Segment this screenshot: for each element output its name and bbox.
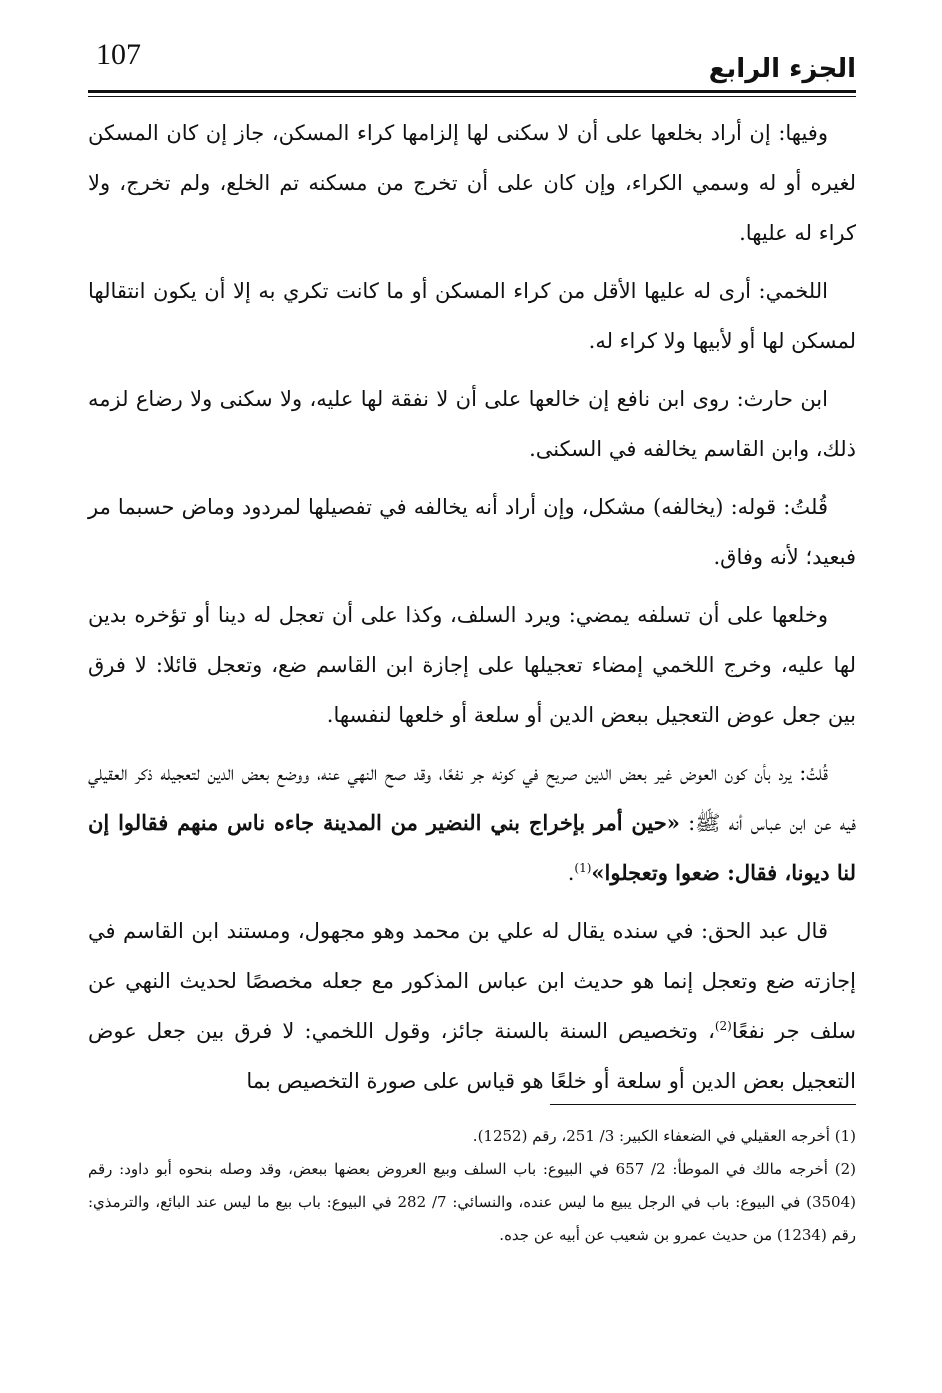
- footnote-separator: [550, 1104, 856, 1105]
- header-rule-thin: [88, 96, 856, 97]
- hadith-quote: «حين أمر بإخراج بني النضير من المدينة جاءه ناس منهم فقالوا إن لنا ديونا، فقال: ضعوا وتعجلوا»: [88, 810, 856, 885]
- paragraph-text: قُلتُ: يرد بأن كون العوض غير بعض الدين صريح في كونه جر نفعًا، وقد صح النهي عنه، ووضع بعض الدين لتعجيله ذكر العقيلي فيه عن ابن عباس أنه ﷺ:: [88, 761, 856, 835]
- footnote: (1) أخرجه العقيلي في الضعفاء الكبير: 3/ 251، رقم (1252).: [472, 1127, 856, 1145]
- paragraph-text: وخلعها على أن تسلفه يمضي: ويرد السلف، وكذا على أن تعجل له دينا أو تؤخره بدين لها عليه، وخرج اللخمي إمضاء تعجيلها على إجازة ابن القاسم ضع، وتعجل قائلا: لا فرق بين جعل عوض التعجيل ببعض الدين أو سلعة أو خلعها لنفسها.: [88, 603, 856, 727]
- header-rule: [88, 90, 856, 93]
- paragraph: [88, 590, 856, 740]
- paragraph: [88, 374, 856, 474]
- paragraph: [88, 748, 856, 898]
- footnote-ref: (2): [714, 1019, 732, 1033]
- footnote-ref: (1): [574, 861, 592, 875]
- paragraph-text: وفيها: إن أراد بخلعها على أن لا سكنى لها إلزامها كراء المسكن، جاز إن كان المسكن لغيره أو له وسمي الكراء، وإن كان على أن تخرج من مسكنه تم الخلع، ولم تخرج، ولا كراء له عليها.: [88, 121, 856, 245]
- paragraph-end: .: [567, 861, 575, 885]
- paragraph-end: ، وتخصيص السنة بالسنة جائز، وقول اللخمي: لا فرق بين جعل عوض التعجيل بعض الدين أو سلعة أو خلعًا هو قياس على صورة التخصيص بما: [88, 1019, 856, 1093]
- paragraph: [88, 108, 856, 258]
- paragraph-text: قال عبد الحق: في سنده يقال له علي بن محمد وهو مجهول، ومستند ابن القاسم في إجازته ضع وتعجل إنما هو حديث ابن عباس المذكور مع جعله مخصصًا لحديث النهي عن سلف جر نفعًا: [88, 919, 856, 1043]
- footnotes: [88, 1120, 856, 1252]
- paragraph: [88, 906, 856, 1106]
- footnote: (2) أخرجه مالك في الموطأ: 2/ 657 في البيوع: باب السلف وبيع العروض بعضها ببعض، وقد وصله بنحوه أبو داود: رقم (3504) في البيوع: باب في الرجل يبيع ما ليس عنده، والنسائي: 7/ 282 في البيوع: باب بيع ما ليس عند البائع، والترمذي: رقم (1234) من حديث عمرو بن شعيب عن أبيه عن جده.: [88, 1160, 856, 1244]
- paragraph-text: قُلتُ: قوله: (يخالفه) مشكل، وإن أراد أنه يخالفه في تفصيلها لمردود وماض حسبما مر فبعيد؛ لأنه وفاق.: [88, 495, 856, 569]
- paragraph: [88, 266, 856, 366]
- main-text: [88, 108, 856, 1114]
- running-header-title: الجزء الرابع: [708, 54, 856, 84]
- paragraph-text: اللخمي: أرى له عليها الأقل من كراء المسكن أو ما كانت تكري به إلا أن يكون انتقالها لمسكن لها أو لأبيها ولا كراء له.: [88, 279, 856, 353]
- page-number: 107: [96, 38, 141, 71]
- page-header: [88, 38, 856, 94]
- paragraph: [88, 482, 856, 582]
- paragraph-text: ابن حارث: روى ابن نافع إن خالعها على أن لا نفقة لها عليه، ولا سكنى ولا رضاع لزمه ذلك، وابن القاسم يخالفه في السكنى.: [88, 387, 856, 461]
